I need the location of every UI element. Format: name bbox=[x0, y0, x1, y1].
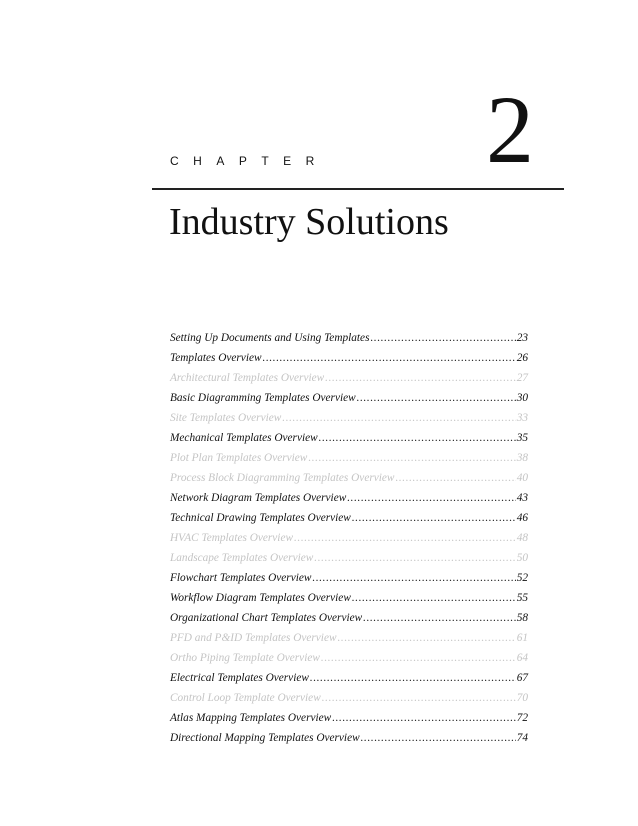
toc-entry[interactable] bbox=[170, 492, 528, 512]
toc-entry-title: Technical Drawing Templates Overview bbox=[170, 512, 351, 524]
toc-entry-page-number: 72 bbox=[516, 712, 528, 724]
toc-entry-title: Setting Up Documents and Using Templates bbox=[170, 332, 370, 344]
toc-entry-title: Workflow Diagram Templates Overview bbox=[170, 592, 351, 604]
toc-entry-page-number: 38 bbox=[516, 452, 528, 464]
toc-entry[interactable] bbox=[170, 512, 528, 532]
toc-entry-title: Templates Overview bbox=[170, 352, 262, 364]
toc-entry[interactable] bbox=[170, 592, 528, 612]
toc-entry-title: Process Block Diagramming Templates Overview bbox=[170, 472, 395, 484]
toc-entry-title: Plot Plan Templates Overview bbox=[170, 452, 308, 464]
toc-dot-leader bbox=[308, 452, 515, 464]
chapter-number: 2 bbox=[486, 76, 534, 183]
toc-dot-leader bbox=[263, 352, 516, 364]
toc-entry[interactable] bbox=[170, 572, 528, 592]
toc-dot-leader bbox=[314, 552, 515, 564]
toc-dot-leader bbox=[310, 672, 516, 684]
toc-entry[interactable] bbox=[170, 392, 528, 412]
toc-entry[interactable] bbox=[170, 632, 528, 652]
toc-entry-title: Flowchart Templates Overview bbox=[170, 572, 312, 584]
toc-entry[interactable] bbox=[170, 612, 528, 632]
toc-dot-leader bbox=[352, 512, 516, 524]
toc-entry-title: Landscape Templates Overview bbox=[170, 552, 314, 564]
toc-entry-title: PFD and P&ID Templates Overview bbox=[170, 632, 337, 644]
toc-entry-title: Organizational Chart Templates Overview bbox=[170, 612, 363, 624]
toc-dot-leader bbox=[325, 372, 516, 384]
toc-entry-page-number: 30 bbox=[516, 392, 528, 404]
toc-entry-page-number: 64 bbox=[516, 652, 528, 664]
toc-entry-page-number: 74 bbox=[516, 732, 528, 744]
toc-entry-page-number: 43 bbox=[516, 492, 528, 504]
toc-entry[interactable] bbox=[170, 412, 528, 432]
toc-entry-page-number: 46 bbox=[516, 512, 528, 524]
toc-entry-title: Architectural Templates Overview bbox=[170, 372, 325, 384]
toc-entry[interactable] bbox=[170, 332, 528, 352]
toc-dot-leader bbox=[395, 472, 515, 484]
toc-entry-page-number: 40 bbox=[516, 472, 528, 484]
toc-entry-page-number: 26 bbox=[516, 352, 528, 364]
toc-dot-leader bbox=[361, 732, 516, 744]
toc-entry[interactable] bbox=[170, 712, 528, 732]
toc-entry[interactable] bbox=[170, 672, 528, 692]
chapter-label: CHAPTER bbox=[170, 154, 329, 168]
toc-dot-leader bbox=[312, 572, 515, 584]
toc-entry-page-number: 52 bbox=[516, 572, 528, 584]
toc-dot-leader bbox=[332, 712, 516, 724]
toc-entry-page-number: 70 bbox=[516, 692, 528, 704]
toc-entry[interactable] bbox=[170, 552, 528, 572]
toc-entry-page-number: 33 bbox=[516, 412, 528, 424]
toc-entry-page-number: 48 bbox=[516, 532, 528, 544]
toc-dot-leader bbox=[282, 412, 515, 424]
toc-dot-leader bbox=[352, 592, 516, 604]
toc-entry[interactable] bbox=[170, 372, 528, 392]
toc-entry[interactable] bbox=[170, 352, 528, 372]
toc-entry-page-number: 55 bbox=[516, 592, 528, 604]
chapter-divider bbox=[152, 188, 564, 190]
toc-entry-title: Ortho Piping Template Overview bbox=[170, 652, 320, 664]
toc-entry-page-number: 67 bbox=[516, 672, 528, 684]
toc-dot-leader bbox=[370, 332, 515, 344]
toc-entry[interactable] bbox=[170, 692, 528, 712]
toc-dot-leader bbox=[363, 612, 516, 624]
table-of-contents bbox=[170, 332, 528, 752]
toc-entry[interactable] bbox=[170, 532, 528, 552]
toc-entry-page-number: 50 bbox=[516, 552, 528, 564]
toc-dot-leader bbox=[357, 392, 516, 404]
toc-entry[interactable] bbox=[170, 472, 528, 492]
toc-entry-title: Basic Diagramming Templates Overview bbox=[170, 392, 356, 404]
toc-entry-title: Mechanical Templates Overview bbox=[170, 432, 318, 444]
toc-dot-leader bbox=[347, 492, 515, 504]
toc-entry-page-number: 27 bbox=[516, 372, 528, 384]
toc-entry-title: Directional Mapping Templates Overview bbox=[170, 732, 360, 744]
toc-entry-title: Atlas Mapping Templates Overview bbox=[170, 712, 332, 724]
toc-entry[interactable] bbox=[170, 652, 528, 672]
toc-dot-leader bbox=[319, 432, 516, 444]
toc-entry[interactable] bbox=[170, 732, 528, 752]
toc-entry-page-number: 35 bbox=[516, 432, 528, 444]
toc-dot-leader bbox=[338, 632, 516, 644]
toc-entry[interactable] bbox=[170, 432, 528, 452]
chapter-title: Industry Solutions bbox=[169, 201, 449, 243]
toc-entry-page-number: 23 bbox=[516, 332, 528, 344]
toc-entry-title: Control Loop Template Overview bbox=[170, 692, 321, 704]
toc-entry-title: Site Templates Overview bbox=[170, 412, 282, 424]
toc-entry-title: Network Diagram Templates Overview bbox=[170, 492, 347, 504]
toc-dot-leader bbox=[321, 652, 516, 664]
toc-entry-page-number: 58 bbox=[516, 612, 528, 624]
toc-entry-page-number: 61 bbox=[516, 632, 528, 644]
toc-dot-leader bbox=[322, 692, 516, 704]
toc-entry-title: Electrical Templates Overview bbox=[170, 672, 309, 684]
toc-entry-title: HVAC Templates Overview bbox=[170, 532, 293, 544]
toc-entry[interactable] bbox=[170, 452, 528, 472]
toc-dot-leader bbox=[294, 532, 516, 544]
